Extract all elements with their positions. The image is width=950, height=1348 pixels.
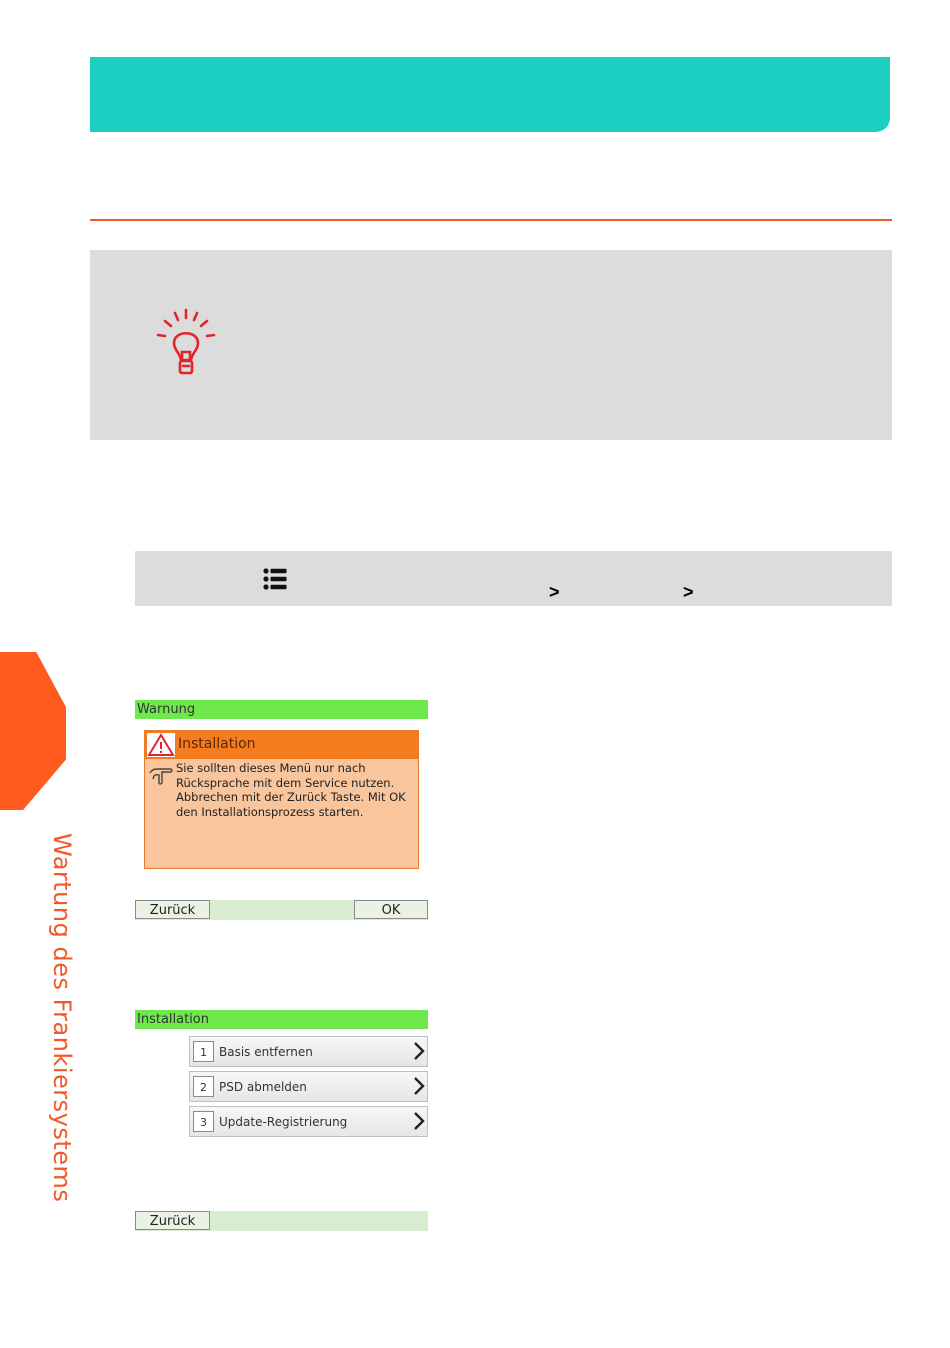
ok-button[interactable]: OK [354, 900, 428, 919]
dialog-header [145, 731, 418, 759]
warning-screen [135, 700, 428, 920]
menu-item-update-registrierung[interactable] [189, 1106, 428, 1137]
section-divider [90, 219, 892, 221]
menu-path-bar [135, 551, 892, 606]
lightbulb-icon [154, 308, 218, 380]
chapter-tab [0, 652, 66, 810]
header-bar [90, 57, 890, 132]
path-separator-2: > [683, 582, 694, 602]
chevron-right-icon [413, 1111, 425, 1131]
back-button[interactable]: Zurück [135, 900, 210, 919]
menu-item-label: Update-Registrierung [219, 1115, 348, 1129]
dialog-title: Installation [178, 736, 256, 752]
menu-item-label: PSD abmelden [219, 1080, 307, 1094]
installation-screen [135, 1010, 428, 1231]
path-separator-1: > [549, 582, 560, 602]
softkey-bar [135, 900, 428, 920]
installation-dialog [144, 730, 419, 869]
screen-title: Installation [135, 1010, 428, 1029]
chevron-right-icon [413, 1041, 425, 1061]
warning-triangle-icon [147, 733, 175, 757]
menu-item-basis-entfernen[interactable] [189, 1036, 428, 1067]
menu-item-number: 2 [193, 1076, 214, 1097]
chapter-label: Wartung des Frankiersystems [48, 833, 76, 1203]
menu-item-label: Basis entfernen [219, 1045, 313, 1059]
back-button[interactable]: Zurück [135, 1211, 210, 1230]
softkey-bar [135, 1211, 428, 1231]
pointing-hand-icon [148, 765, 174, 787]
menu-item-number: 3 [193, 1111, 214, 1132]
dialog-message: Sie sollten dieses Menü nur nach Rücksprache mit dem Service nutzen. Abbrechen mit der Zurück Taste. Mit OK den Installationsprozess starten. [176, 761, 406, 819]
screen-title: Warnung [135, 700, 428, 719]
menu-item-number: 1 [193, 1041, 214, 1062]
chevron-right-icon [413, 1076, 425, 1096]
menu-list-icon [263, 568, 287, 590]
menu-item-psd-abmelden[interactable] [189, 1071, 428, 1102]
